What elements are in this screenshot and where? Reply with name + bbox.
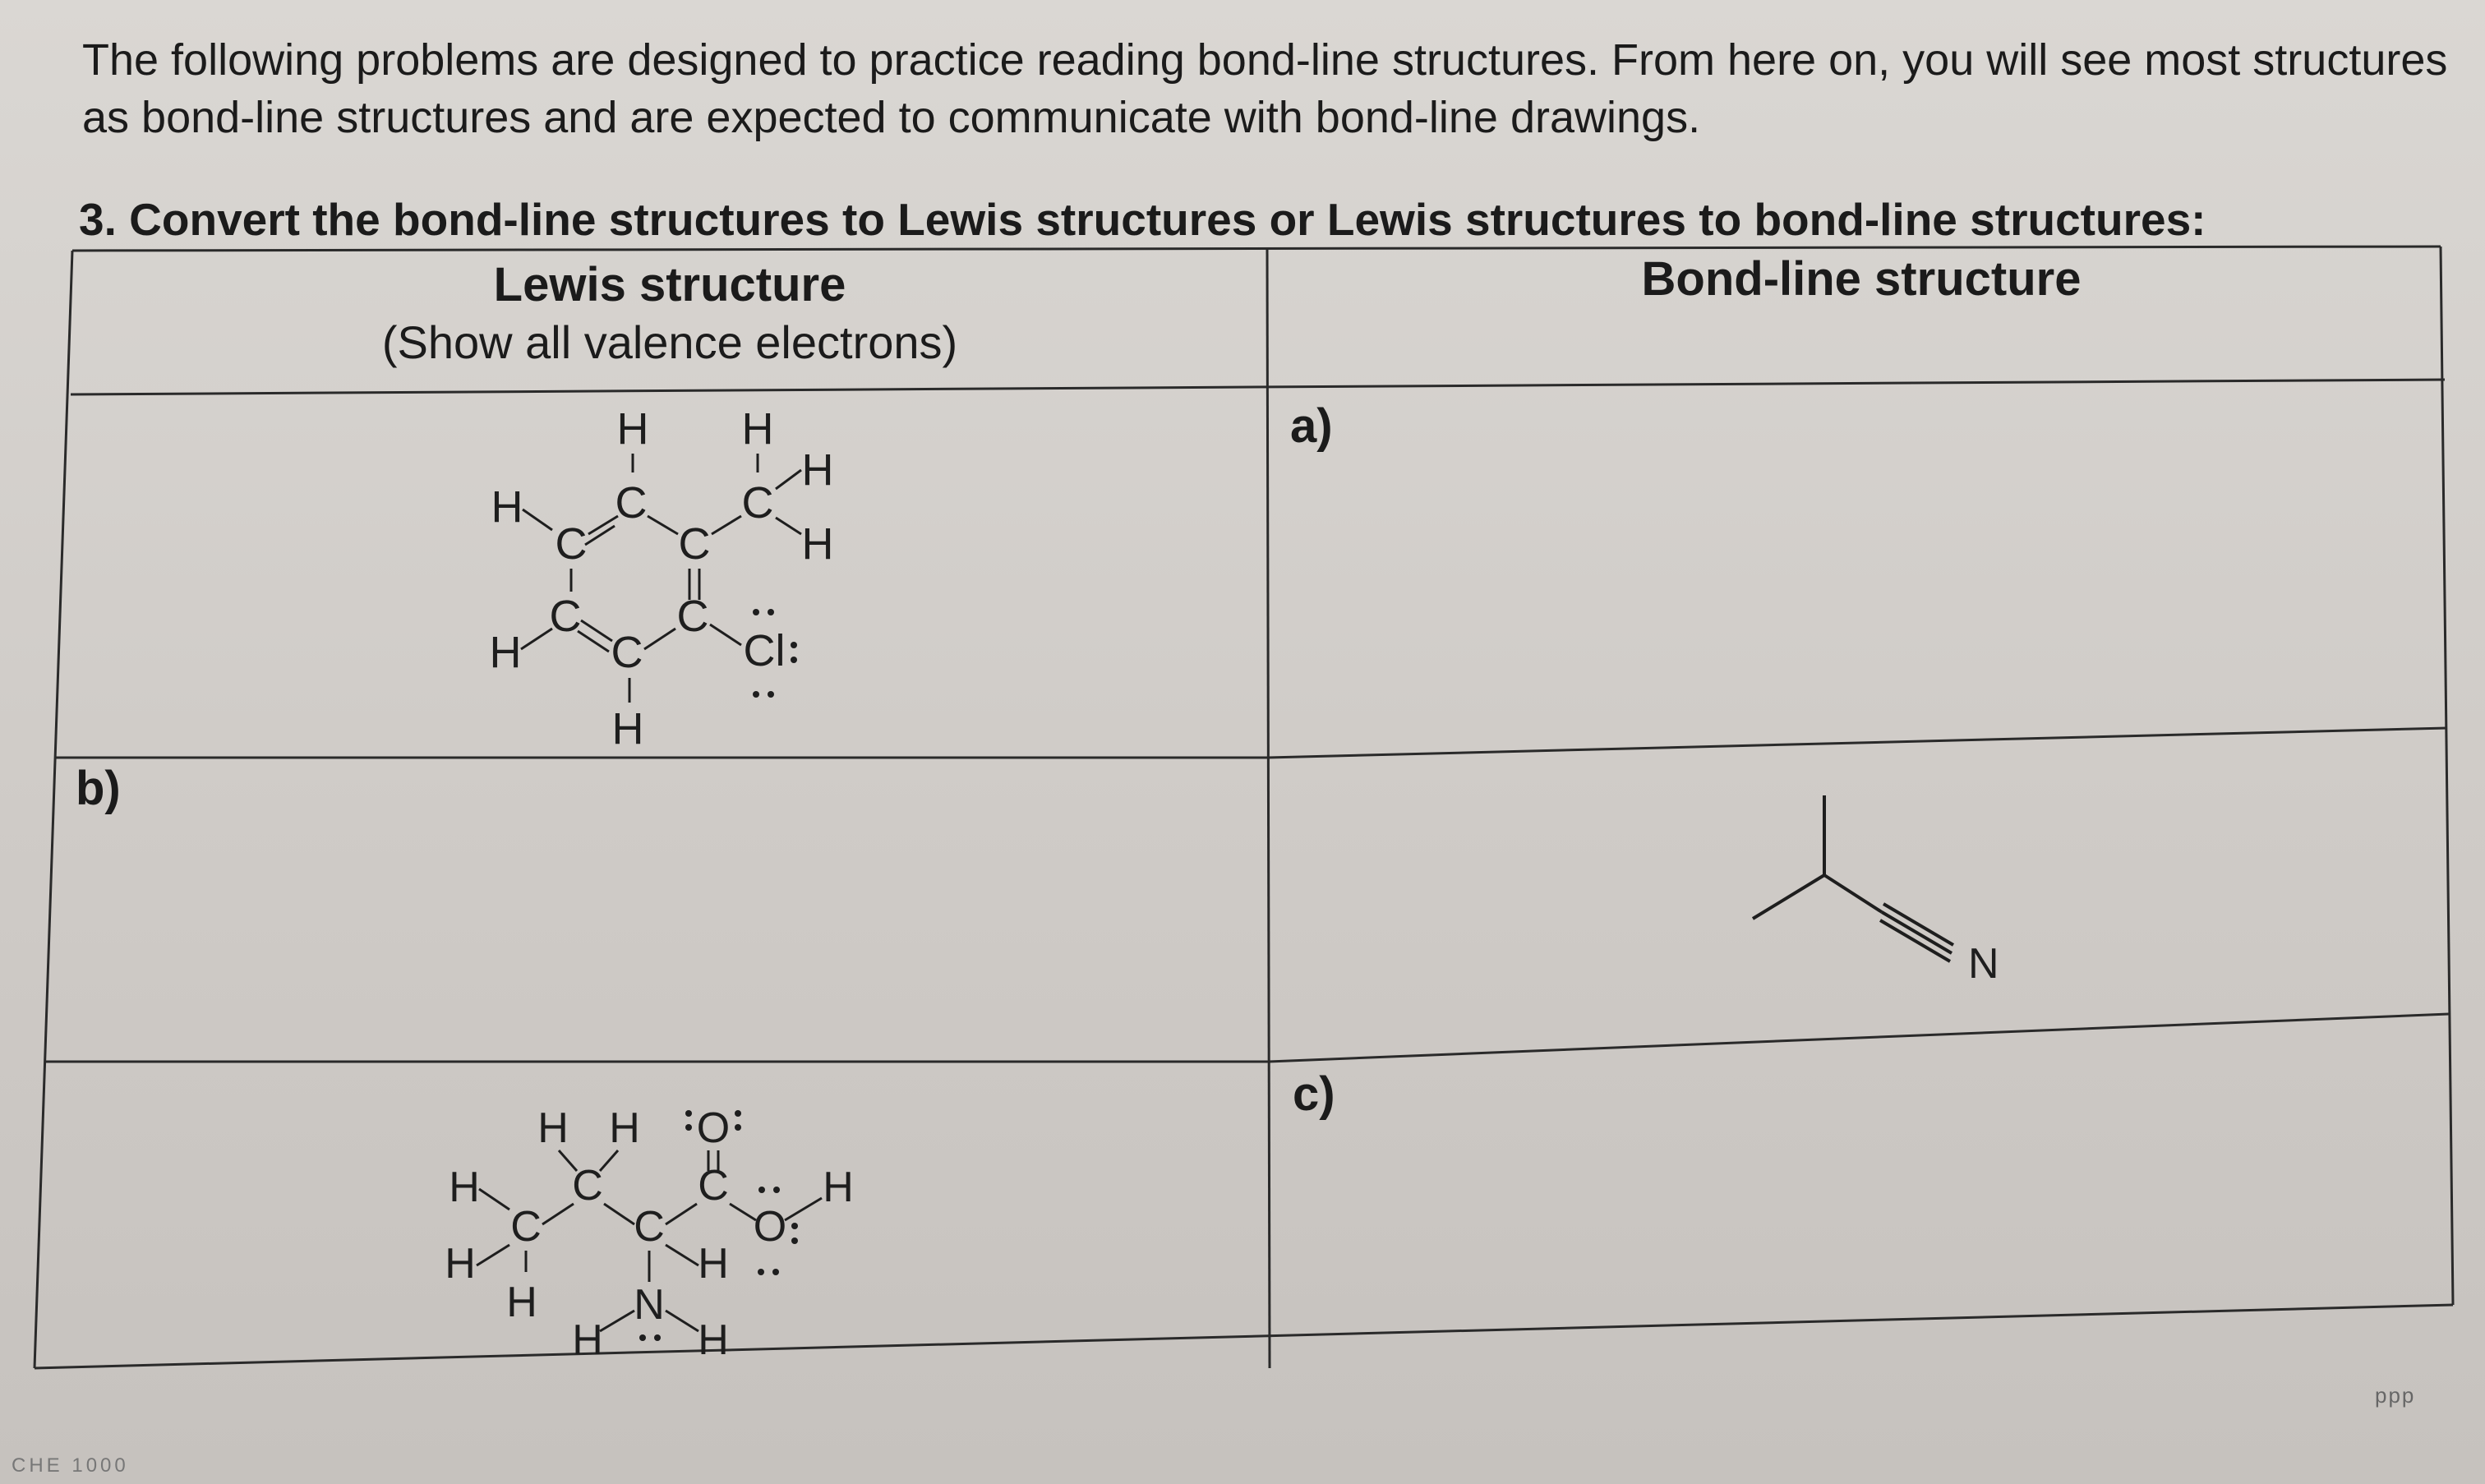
atom-a-c6: C — [611, 628, 643, 677]
atom-c-c1: C — [572, 1162, 603, 1210]
footer-page-mark: ppp — [2375, 1383, 2416, 1408]
atom-a-c4: C — [549, 592, 582, 641]
atom-c-h3: H — [449, 1164, 480, 1211]
row-c-label: c) — [1293, 1067, 1335, 1121]
atom-c-h1: H — [537, 1104, 569, 1152]
row-a-label: a) — [1290, 399, 1333, 453]
atom-c-o2: O — [753, 1203, 787, 1251]
atom-a-c-methyl: C — [741, 478, 774, 528]
atom-a-cl: Cl — [743, 626, 786, 675]
header-lewis-title: Lewis structure — [493, 258, 846, 311]
atom-a-h7: H — [611, 704, 644, 754]
atom-c-h8: H — [572, 1316, 603, 1364]
atom-c-h5: H — [445, 1240, 476, 1288]
atom-c-h7: H — [506, 1279, 537, 1326]
atom-c-h6: H — [698, 1240, 729, 1288]
header-lewis-subtitle: (Show all valence electrons) — [381, 316, 958, 368]
atom-a-h5: H — [801, 519, 834, 569]
atom-a-c1: C — [615, 478, 648, 528]
atom-c-c4: C — [634, 1203, 665, 1251]
atom-b-n: N — [1968, 940, 1999, 988]
row-b-label: b) — [76, 762, 121, 815]
atom-c-n: N — [634, 1281, 665, 1329]
atom-a-c5: C — [676, 592, 709, 641]
atom-c-c3: C — [510, 1203, 542, 1251]
intro-paragraph: The following problems are designed to practice reading bond-line structures. From here on, you will see most structures as bond-line structures and are expected to communicate with bond-line drawings. — [82, 35, 2448, 142]
atom-a-h2: H — [741, 404, 774, 454]
atom-c-h2: H — [609, 1104, 640, 1152]
atom-a-h1: H — [616, 404, 649, 454]
atom-c-o1: O — [696, 1104, 731, 1152]
atom-c-h9: H — [698, 1316, 729, 1364]
question-number: 3. — [79, 194, 117, 245]
question-text: Convert the bond-line structures to Lewis structures or Lewis structures to bond-line structures: — [129, 194, 2206, 245]
atom-a-c3: C — [678, 519, 711, 569]
atom-a-h4: H — [491, 482, 523, 532]
atom-a-h3: H — [801, 445, 834, 495]
atom-a-c2: C — [555, 519, 588, 569]
atom-c-c2: C — [698, 1162, 729, 1210]
atom-a-h6: H — [489, 628, 522, 677]
footer-course-code: CHE 1000 — [12, 1454, 129, 1477]
header-bondline: Bond-line structure — [1641, 252, 2082, 306]
atom-c-h4: H — [823, 1164, 854, 1211]
